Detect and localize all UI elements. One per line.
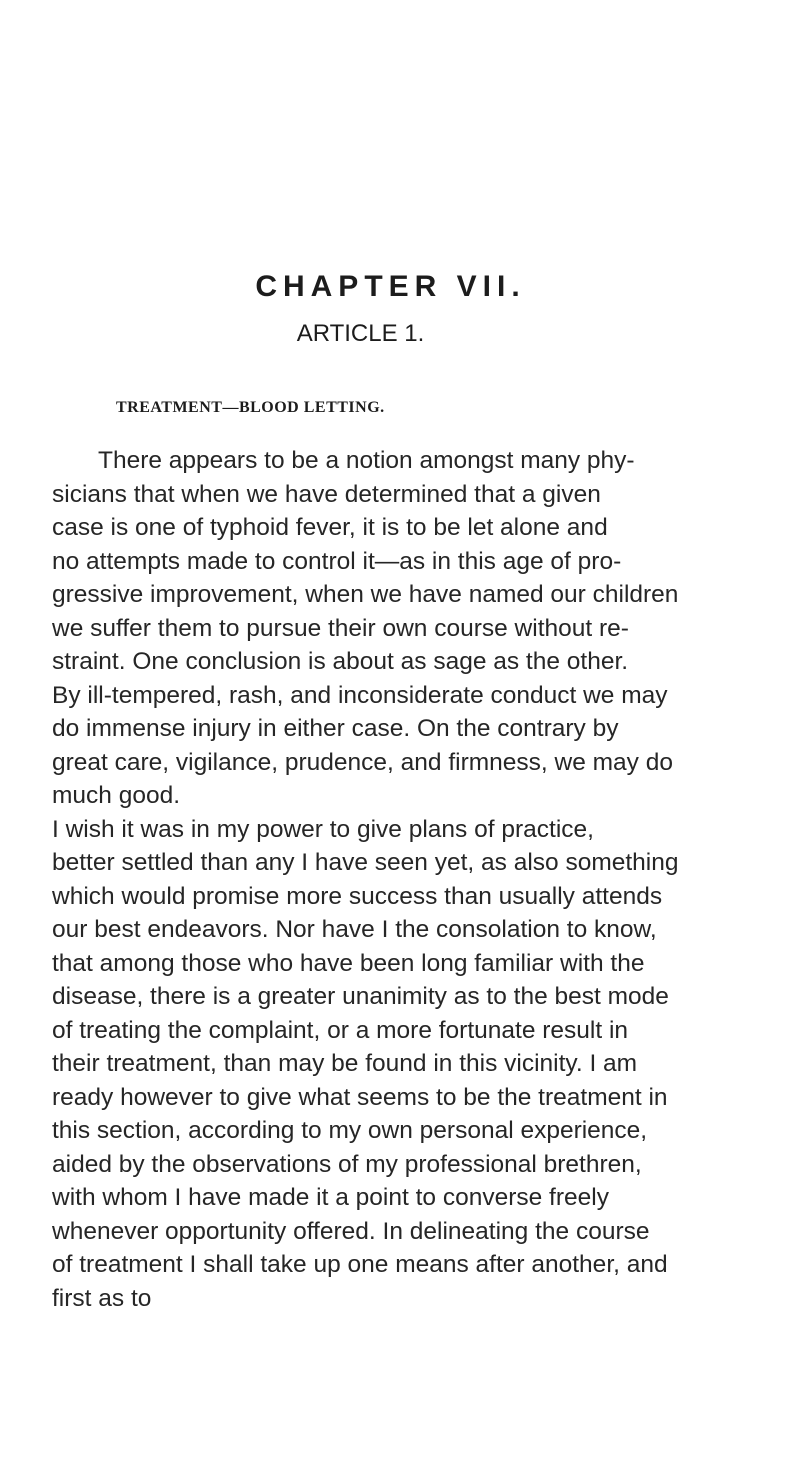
text-line: better settled than any I have seen yet, as also something bbox=[52, 849, 679, 876]
text-line: disease, there is a greater unanimity as to the best mode bbox=[52, 983, 669, 1010]
text-line: straint. One conclusion is about as sage as the other. bbox=[52, 648, 629, 675]
text-line: of treating the complaint, or a more fortunate result in bbox=[52, 1016, 629, 1044]
text-line: gressive improvement, when we have named our children bbox=[52, 581, 679, 608]
text-line: do immense injury in either case. On the contrary by bbox=[52, 715, 619, 742]
text-line: with whom I have made it a point to converse freely bbox=[52, 1184, 609, 1211]
text-line: ready however to give what seems to be the treatment in bbox=[52, 1083, 668, 1111]
section-heading: TREATMENT—BLOOD LETTING. bbox=[116, 399, 385, 416]
text-line: of treatment I shall take up one means after another, and bbox=[52, 1251, 668, 1278]
text-line: this section, according to my own personal experience, bbox=[52, 1117, 648, 1144]
text-line: sicians that when we have determined that a given bbox=[52, 480, 601, 508]
text-line: aided by the observations of my professional brethren, bbox=[52, 1150, 642, 1178]
text-line: much good. bbox=[52, 782, 181, 809]
text-line: first as to bbox=[52, 1284, 152, 1312]
text-line: I wish it was in my power to give plans of practice, bbox=[52, 815, 594, 843]
text-line: their treatment, than may be found in this vicinity. I am bbox=[52, 1050, 638, 1077]
text-line: great care, vigilance, prudence, and firmness, we may do bbox=[52, 748, 673, 776]
text-line: our best endeavors. Nor have I the consolation to know, bbox=[52, 916, 657, 943]
text-line: whenever opportunity offered. In delineating the course bbox=[52, 1217, 650, 1245]
text-line: case is one of typhoid fever, it is to be let alone and bbox=[52, 514, 608, 541]
chapter-heading: CHAPTER VII. bbox=[255, 270, 526, 303]
text-line: we suffer them to pursue their own course without re- bbox=[52, 614, 629, 642]
text-line: There appears to be a notion amongst many phy- bbox=[98, 447, 635, 474]
text-line: By ill-tempered, rash, and inconsiderate conduct we may bbox=[52, 681, 668, 709]
text-line: which would promise more success than usually attends bbox=[52, 882, 663, 910]
text-line: that among those who have been long familiar with the bbox=[52, 949, 645, 977]
text-line: no attempts made to control it—as in this age of pro- bbox=[52, 547, 622, 575]
article-heading: ARTICLE 1. bbox=[296, 320, 425, 347]
body-text bbox=[52, 444, 752, 1315]
